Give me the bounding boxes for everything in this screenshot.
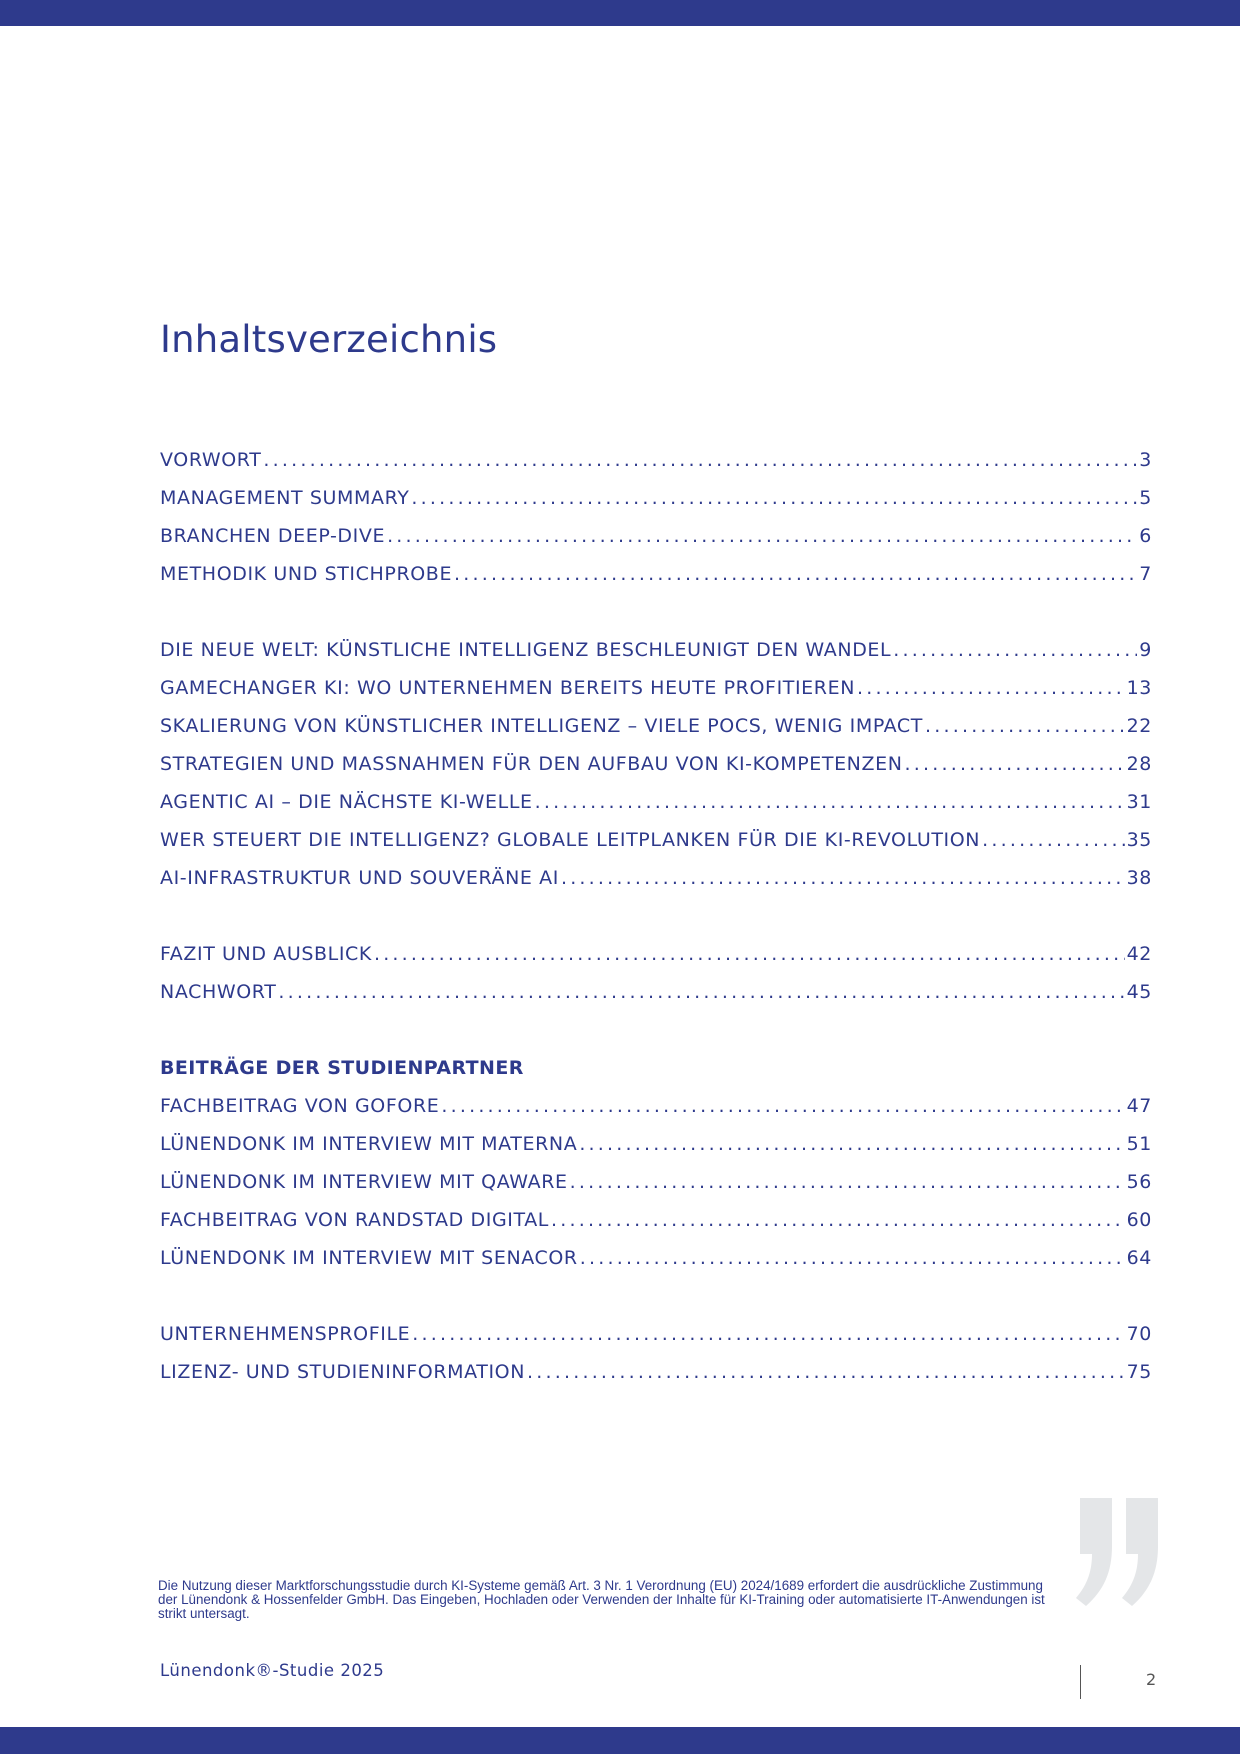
toc-group-outro <box>160 943 1152 1019</box>
toc-group-chapters <box>160 639 1152 905</box>
toc-entry-page: 22 <box>1126 715 1152 737</box>
toc-entry-label: BRANCHEN DEEP-DIVE <box>160 525 386 547</box>
toc-entry[interactable] <box>160 791 1152 829</box>
toc-entry-page: 35 <box>1126 829 1152 851</box>
toc-entry-page: 38 <box>1126 867 1152 889</box>
toc-entry-page: 45 <box>1126 981 1152 1003</box>
toc-entry-label: UNTERNEHMENSPROFILE <box>160 1323 411 1345</box>
toc-dot-leader <box>454 563 1137 585</box>
toc-dot-leader <box>527 1361 1125 1383</box>
toc-entry-page: 13 <box>1126 677 1152 699</box>
toc-entry-label: NACHWORT <box>160 981 277 1003</box>
toc-group-partners <box>160 1095 1152 1285</box>
quote-mark-icon <box>1074 1494 1164 1614</box>
quote-mark-left <box>1076 1498 1112 1606</box>
toc-dot-leader <box>551 1209 1125 1231</box>
toc-dot-leader <box>570 1171 1125 1193</box>
toc-entry-page: 6 <box>1139 525 1152 547</box>
toc-entry-label: LIZENZ- UND STUDIENINFORMATION <box>160 1361 526 1383</box>
toc-dot-leader <box>579 1133 1124 1155</box>
toc-entry[interactable] <box>160 677 1152 715</box>
toc-entry-label: FAZIT UND AUSBLICK <box>160 943 372 965</box>
toc-spacer <box>160 1019 1152 1057</box>
toc-entry-label: LÜNENDONK IM INTERVIEW MIT QAWARE <box>160 1171 568 1193</box>
toc-entry-label: SKALIERUNG VON KÜNSTLICHER INTELLIGENZ – VIELE POCS, WENIG IMPACT <box>160 715 923 737</box>
toc-entry-label: FACHBEITRAG VON GOFORE <box>160 1095 440 1117</box>
toc-entry-label: STRATEGIEN UND MASSNAHMEN FÜR DEN AUFBAU VON KI-KOMPETENZEN <box>160 753 903 775</box>
toc-entry-label: LÜNENDONK IM INTERVIEW MIT SENACOR <box>160 1247 578 1269</box>
toc-dot-leader <box>580 1247 1125 1269</box>
toc-dot-leader <box>387 525 1137 547</box>
legal-notice: Die Nutzung dieser Marktforschungsstudie durch KI-Systeme gemäß Art. 3 Nr. 1 Verordnung (EU) 2024/1689 erfordert die ausdrückliche Zustimmung der Lünendonk & Hossenfelder GmbH. Das Eingeben, Hochladen oder Verwenden der Inhalte für KI-Training oder automatisierte IT-Anwendungen ist strikt untersagt. <box>158 1578 1045 1621</box>
toc-dot-leader <box>278 981 1124 1003</box>
toc-entry-page: 28 <box>1126 753 1152 775</box>
toc-group-intro <box>160 449 1152 601</box>
toc-dot-leader <box>374 943 1125 965</box>
toc-group-appendix <box>160 1323 1152 1399</box>
toc-dot-leader <box>412 1323 1124 1345</box>
toc-entry[interactable] <box>160 1323 1152 1361</box>
toc-entry-page: 7 <box>1139 563 1152 585</box>
bottom-brand-bar <box>0 1727 1240 1754</box>
toc-entry[interactable] <box>160 1247 1152 1285</box>
toc-entry-label: MANAGEMENT SUMMARY <box>160 487 410 509</box>
toc-dot-leader <box>982 829 1124 851</box>
toc-entry-page: 64 <box>1126 1247 1152 1269</box>
footer-divider <box>1080 1665 1081 1699</box>
toc-entry-label: VORWORT <box>160 449 262 471</box>
toc-spacer <box>160 1285 1152 1323</box>
toc-entry-page: 47 <box>1126 1095 1152 1117</box>
toc-entry-page: 5 <box>1139 487 1152 509</box>
toc-entry[interactable] <box>160 639 1152 677</box>
toc-entry-page: 56 <box>1126 1171 1152 1193</box>
toc-entry-page: 51 <box>1126 1133 1152 1155</box>
toc-entry-label: METHODIK UND STICHPROBE <box>160 563 453 585</box>
toc-entry[interactable] <box>160 1133 1152 1171</box>
toc-entry[interactable] <box>160 1361 1152 1399</box>
toc-entry-label: GAMECHANGER KI: WO UNTERNEHMEN BEREITS HEUTE PROFITIEREN <box>160 677 856 699</box>
toc-entry[interactable] <box>160 943 1152 981</box>
toc-entry[interactable] <box>160 449 1152 487</box>
toc-entry-page: 9 <box>1139 639 1152 661</box>
toc-dot-leader <box>857 677 1125 699</box>
toc-entry-page: 60 <box>1126 1209 1152 1231</box>
toc-dot-leader <box>561 867 1125 889</box>
toc-spacer <box>160 601 1152 639</box>
toc-entry[interactable] <box>160 563 1152 601</box>
toc-dot-leader <box>905 753 1125 775</box>
toc-entry-label: AI-INFRASTRUKTUR UND SOUVERÄNE AI <box>160 867 559 889</box>
toc-dot-leader <box>411 487 1137 509</box>
page-number: 2 <box>1146 1670 1157 1689</box>
toc-entry-page: 31 <box>1126 791 1152 813</box>
toc-entry[interactable] <box>160 867 1152 905</box>
toc-dot-leader <box>893 639 1137 661</box>
toc-entry[interactable] <box>160 1209 1152 1247</box>
toc-entry[interactable] <box>160 487 1152 525</box>
toc-dot-leader <box>263 449 1137 471</box>
toc-partners-heading: BEITRÄGE DER STUDIENPARTNER <box>160 1057 524 1079</box>
toc-entry-label: WER STEUERT DIE INTELLIGENZ? GLOBALE LEITPLANKEN FÜR DIE KI-REVOLUTION <box>160 829 981 851</box>
toc-entry[interactable] <box>160 1171 1152 1209</box>
toc-entry-label: AGENTIC AI – DIE NÄCHSTE KI-WELLE <box>160 791 533 813</box>
toc-entry-page: 70 <box>1126 1323 1152 1345</box>
toc-entry[interactable] <box>160 1095 1152 1133</box>
toc-dot-leader <box>535 791 1125 813</box>
toc-entry[interactable] <box>160 715 1152 753</box>
top-brand-bar <box>0 0 1240 26</box>
toc-dot-leader <box>441 1095 1124 1117</box>
toc-spacer <box>160 905 1152 943</box>
page-title: Inhaltsverzeichnis <box>160 318 498 361</box>
toc-entry[interactable] <box>160 829 1152 867</box>
toc-entry-page: 42 <box>1126 943 1152 965</box>
toc-dot-leader <box>925 715 1125 737</box>
toc-entry-label: FACHBEITRAG VON RANDSTAD DIGITAL <box>160 1209 549 1231</box>
toc-entry[interactable] <box>160 981 1152 1019</box>
toc-entry[interactable] <box>160 753 1152 791</box>
quote-mark-right <box>1122 1498 1158 1606</box>
toc-entry-label: LÜNENDONK IM INTERVIEW MIT MATERNA <box>160 1133 578 1155</box>
toc-entry-page: 75 <box>1126 1361 1152 1383</box>
toc-entry-page: 3 <box>1139 449 1152 471</box>
footer-study-title: Lünendonk®-Studie 2025 <box>160 1661 385 1680</box>
toc-entry-label: DIE NEUE WELT: KÜNSTLICHE INTELLIGENZ BESCHLEUNIGT DEN WANDEL <box>160 639 892 661</box>
table-of-contents <box>160 449 1152 1399</box>
toc-entry[interactable] <box>160 525 1152 563</box>
